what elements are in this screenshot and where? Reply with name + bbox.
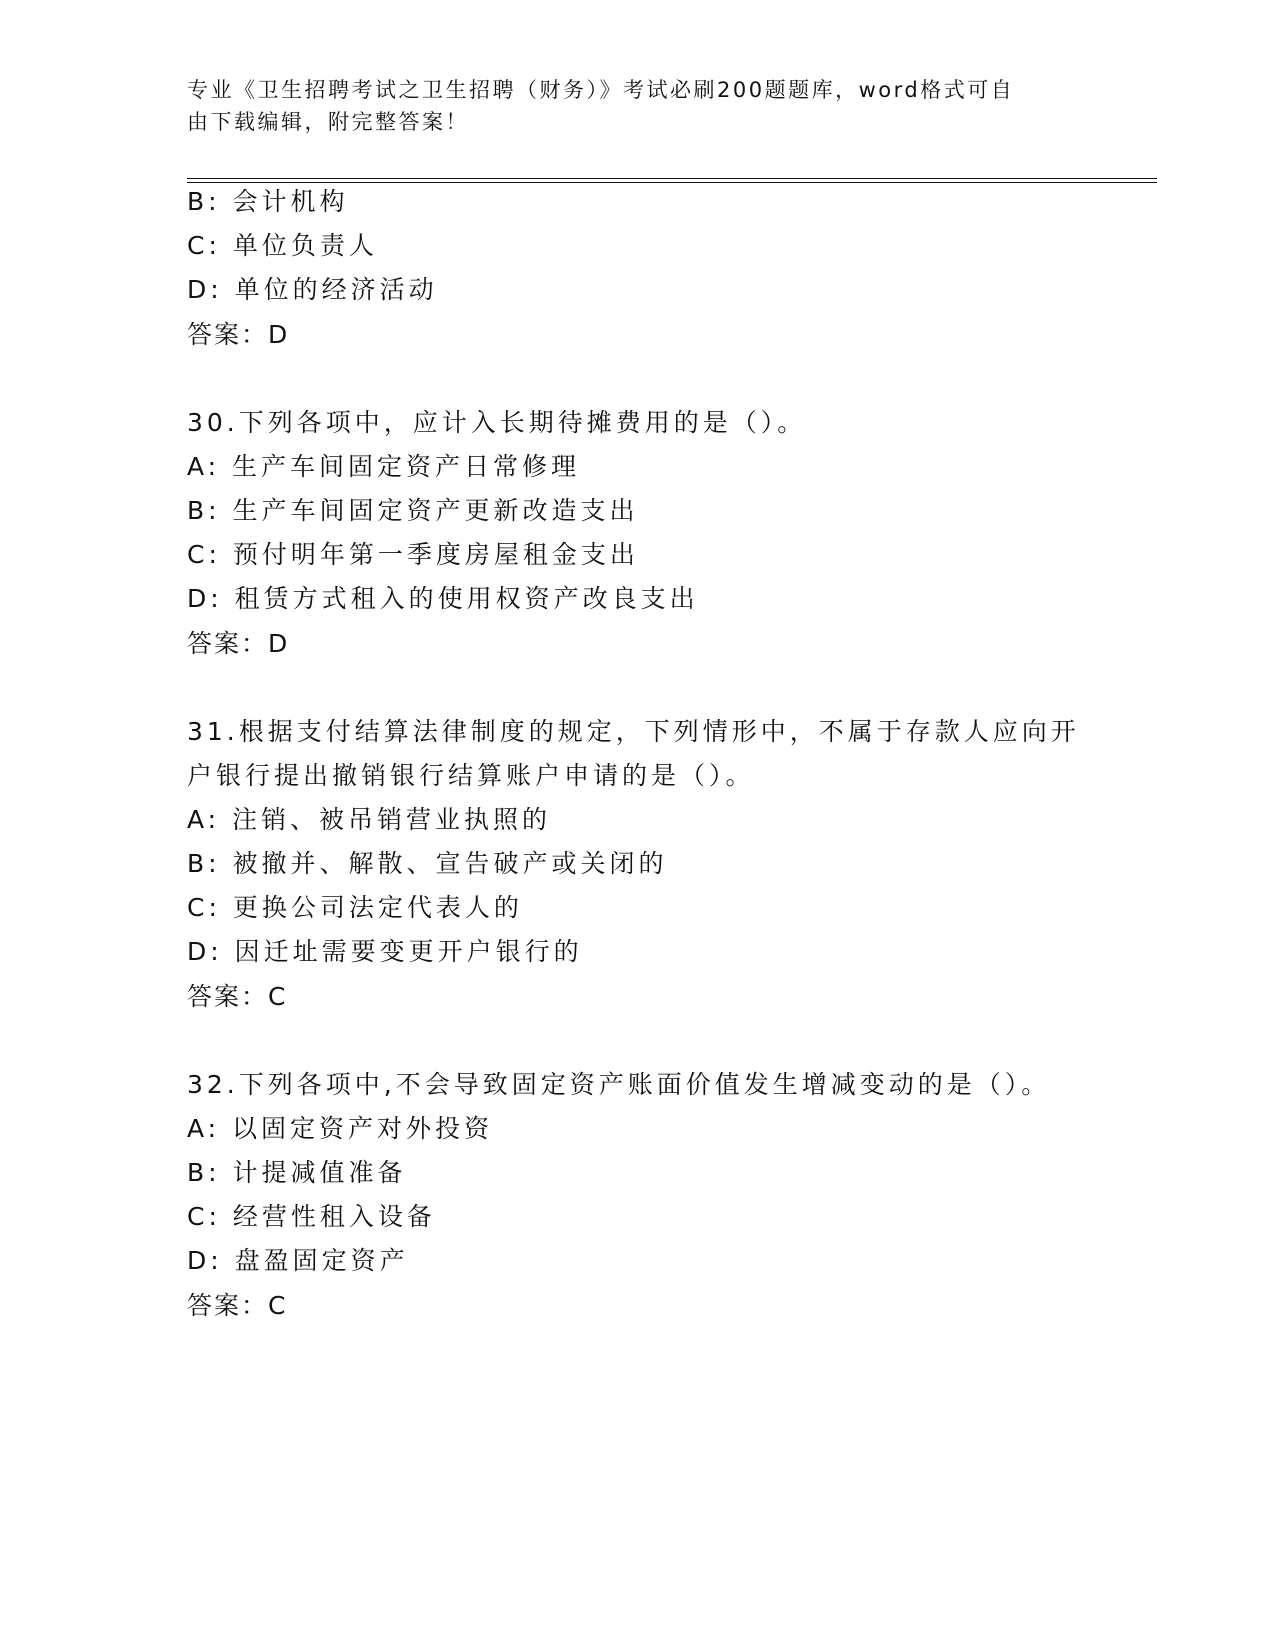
option-a [187,450,580,484]
document-header [187,74,1087,138]
option-label: C: [187,540,221,569]
question-stem: 30.下列各项中，应计入长期待摊费用的是（）。 [187,408,807,437]
option-text: 盘盈固定资产 [234,1246,409,1275]
option-text: 单位的经济活动 [234,275,438,304]
option-text: 以固定资产对外投资 [232,1114,494,1143]
option-text: 生产车间固定资产更新改造支出 [232,496,639,525]
option-text: 租赁方式租入的使用权资产改良支出 [234,584,699,613]
option-label: A: [187,1114,221,1143]
answer-line: 答案：D [187,629,290,658]
option-text: 计提减值准备 [232,1158,407,1187]
option-label: D: [187,1246,223,1275]
option-d [187,582,699,616]
option-label: B: [187,1158,221,1187]
option-label: D: [187,584,223,613]
option-text: 注销、被吊销营业执照的 [232,805,552,834]
option-label: B: [187,849,221,878]
option-c [187,891,523,925]
answer-line: 答案：D [187,320,290,349]
option-a [187,803,551,837]
answer-line: 答案：C [187,1291,288,1320]
option-text: 预付明年第一季度房屋租金支出 [232,540,639,569]
option-label: C: [187,231,221,260]
option-d [187,1244,409,1278]
option-b [187,494,639,528]
option-c [187,1200,436,1234]
header-divider [187,178,1157,183]
answer-line: 答案：C [187,982,288,1011]
option-text: 因迁址需要变更开户银行的 [234,937,583,966]
option-text: 生产车间固定资产日常修理 [232,452,581,481]
option-label: B: [187,496,221,525]
option-text: 被撤并、解散、宣告破产或关闭的 [232,849,668,878]
question-stem: 户银行提出撤销银行结算账户申请的是（）。 [187,761,755,790]
header-line-1: 专业《卫生招聘考试之卫生招聘（财务）》考试必刷200题题库，word格式可自 [187,78,1015,102]
option-b [187,1156,407,1190]
option-label: D: [187,275,223,304]
header-line-2: 由下载编辑，附完整答案！ [187,110,469,134]
option-label: B: [187,187,221,216]
option-d [187,935,583,969]
option-text: 单位负责人 [232,231,378,260]
option-c [187,538,639,572]
option-label: A: [187,452,221,481]
option-text: 会计机构 [232,187,349,216]
option-label: A: [187,805,221,834]
option-c [187,229,378,263]
option-label: D: [187,937,223,966]
option-text: 更换公司法定代表人的 [232,893,523,922]
option-b [187,847,668,881]
question-stem: 31.根据支付结算法律制度的规定，下列情形中，不属于存款人应向开 [187,717,1080,746]
option-label: C: [187,893,221,922]
option-label: C: [187,1202,221,1231]
option-d [187,273,438,307]
option-b [187,185,349,219]
question-stem: 32.下列各项中,不会导致固定资产账面价值发生增减变动的是（）。 [187,1070,1051,1099]
option-text: 经营性租入设备 [232,1202,436,1231]
option-a [187,1112,493,1146]
